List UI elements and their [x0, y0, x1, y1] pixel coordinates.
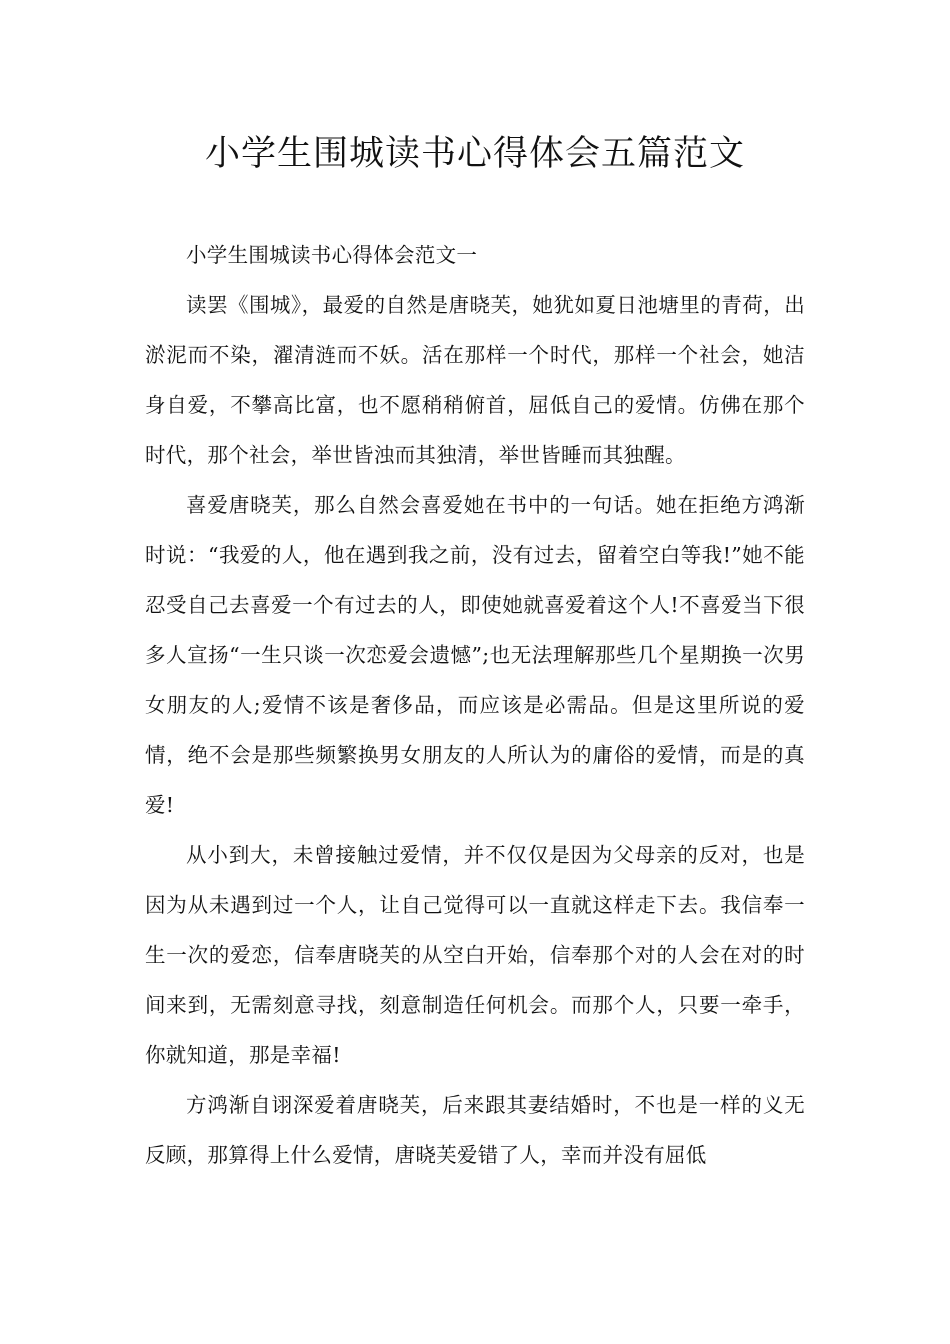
document-body	[145, 230, 805, 1180]
paragraph: 方鸿渐自诩深爱着唐晓芙，后来跟其妻结婚时，不也是一样的义无反顾，那算得上什么爱情，唐晓芙爱错了人，幸而并没有屈低	[145, 1093, 805, 1167]
paragraph: 喜爱唐晓芙，那么自然会喜爱她在书中的一句话。她在拒绝方鸿渐时说：“我爱的人，他在遇到我之前，没有过去，留着空白等我!”她不能忍受自己去喜爱一个有过去的人，即使她就喜爱着这个人!不喜爱当下很多人宣扬“一生只谈一次恋爱会遗憾”;也无法理解那些几个星期换一次男女朋友的人;爱情不该是奢侈品，而应该是必需品。但是这里所说的爱情，绝不会是那些频繁换男女朋友的人所认为的庸俗的爱情，而是的真爱!	[145, 493, 805, 817]
section-heading: 小学生围城读书心得体会范文一	[186, 243, 478, 267]
paragraph: 读罢《围城》，最爱的自然是唐晓芙，她犹如夏日池塘里的青荷，出淤泥而不染，濯清涟而不妖。活在那样一个时代，那样一个社会，她洁身自爱，不攀高比富，也不愿稍稍俯首，屈低自己的爱情。仿佛在那个时代，那个社会，举世皆浊而其独清，举世皆睡而其独醒。	[145, 293, 805, 467]
document-title: 小学生围城读书心得体会五篇范文	[204, 134, 745, 174]
paragraph: 从小到大，未曾接触过爱情，并不仅仅是因为父母亲的反对，也是因为从未遇到过一个人，让自己觉得可以一直就这样走下去。我信奉一生一次的爱恋，信奉唐晓芙的从空白开始，信奉那个对的人会在对的时间来到，无需刻意寻找，刻意制造任何机会。而那个人，只要一牵手，你就知道，那是幸福!	[145, 843, 805, 1067]
